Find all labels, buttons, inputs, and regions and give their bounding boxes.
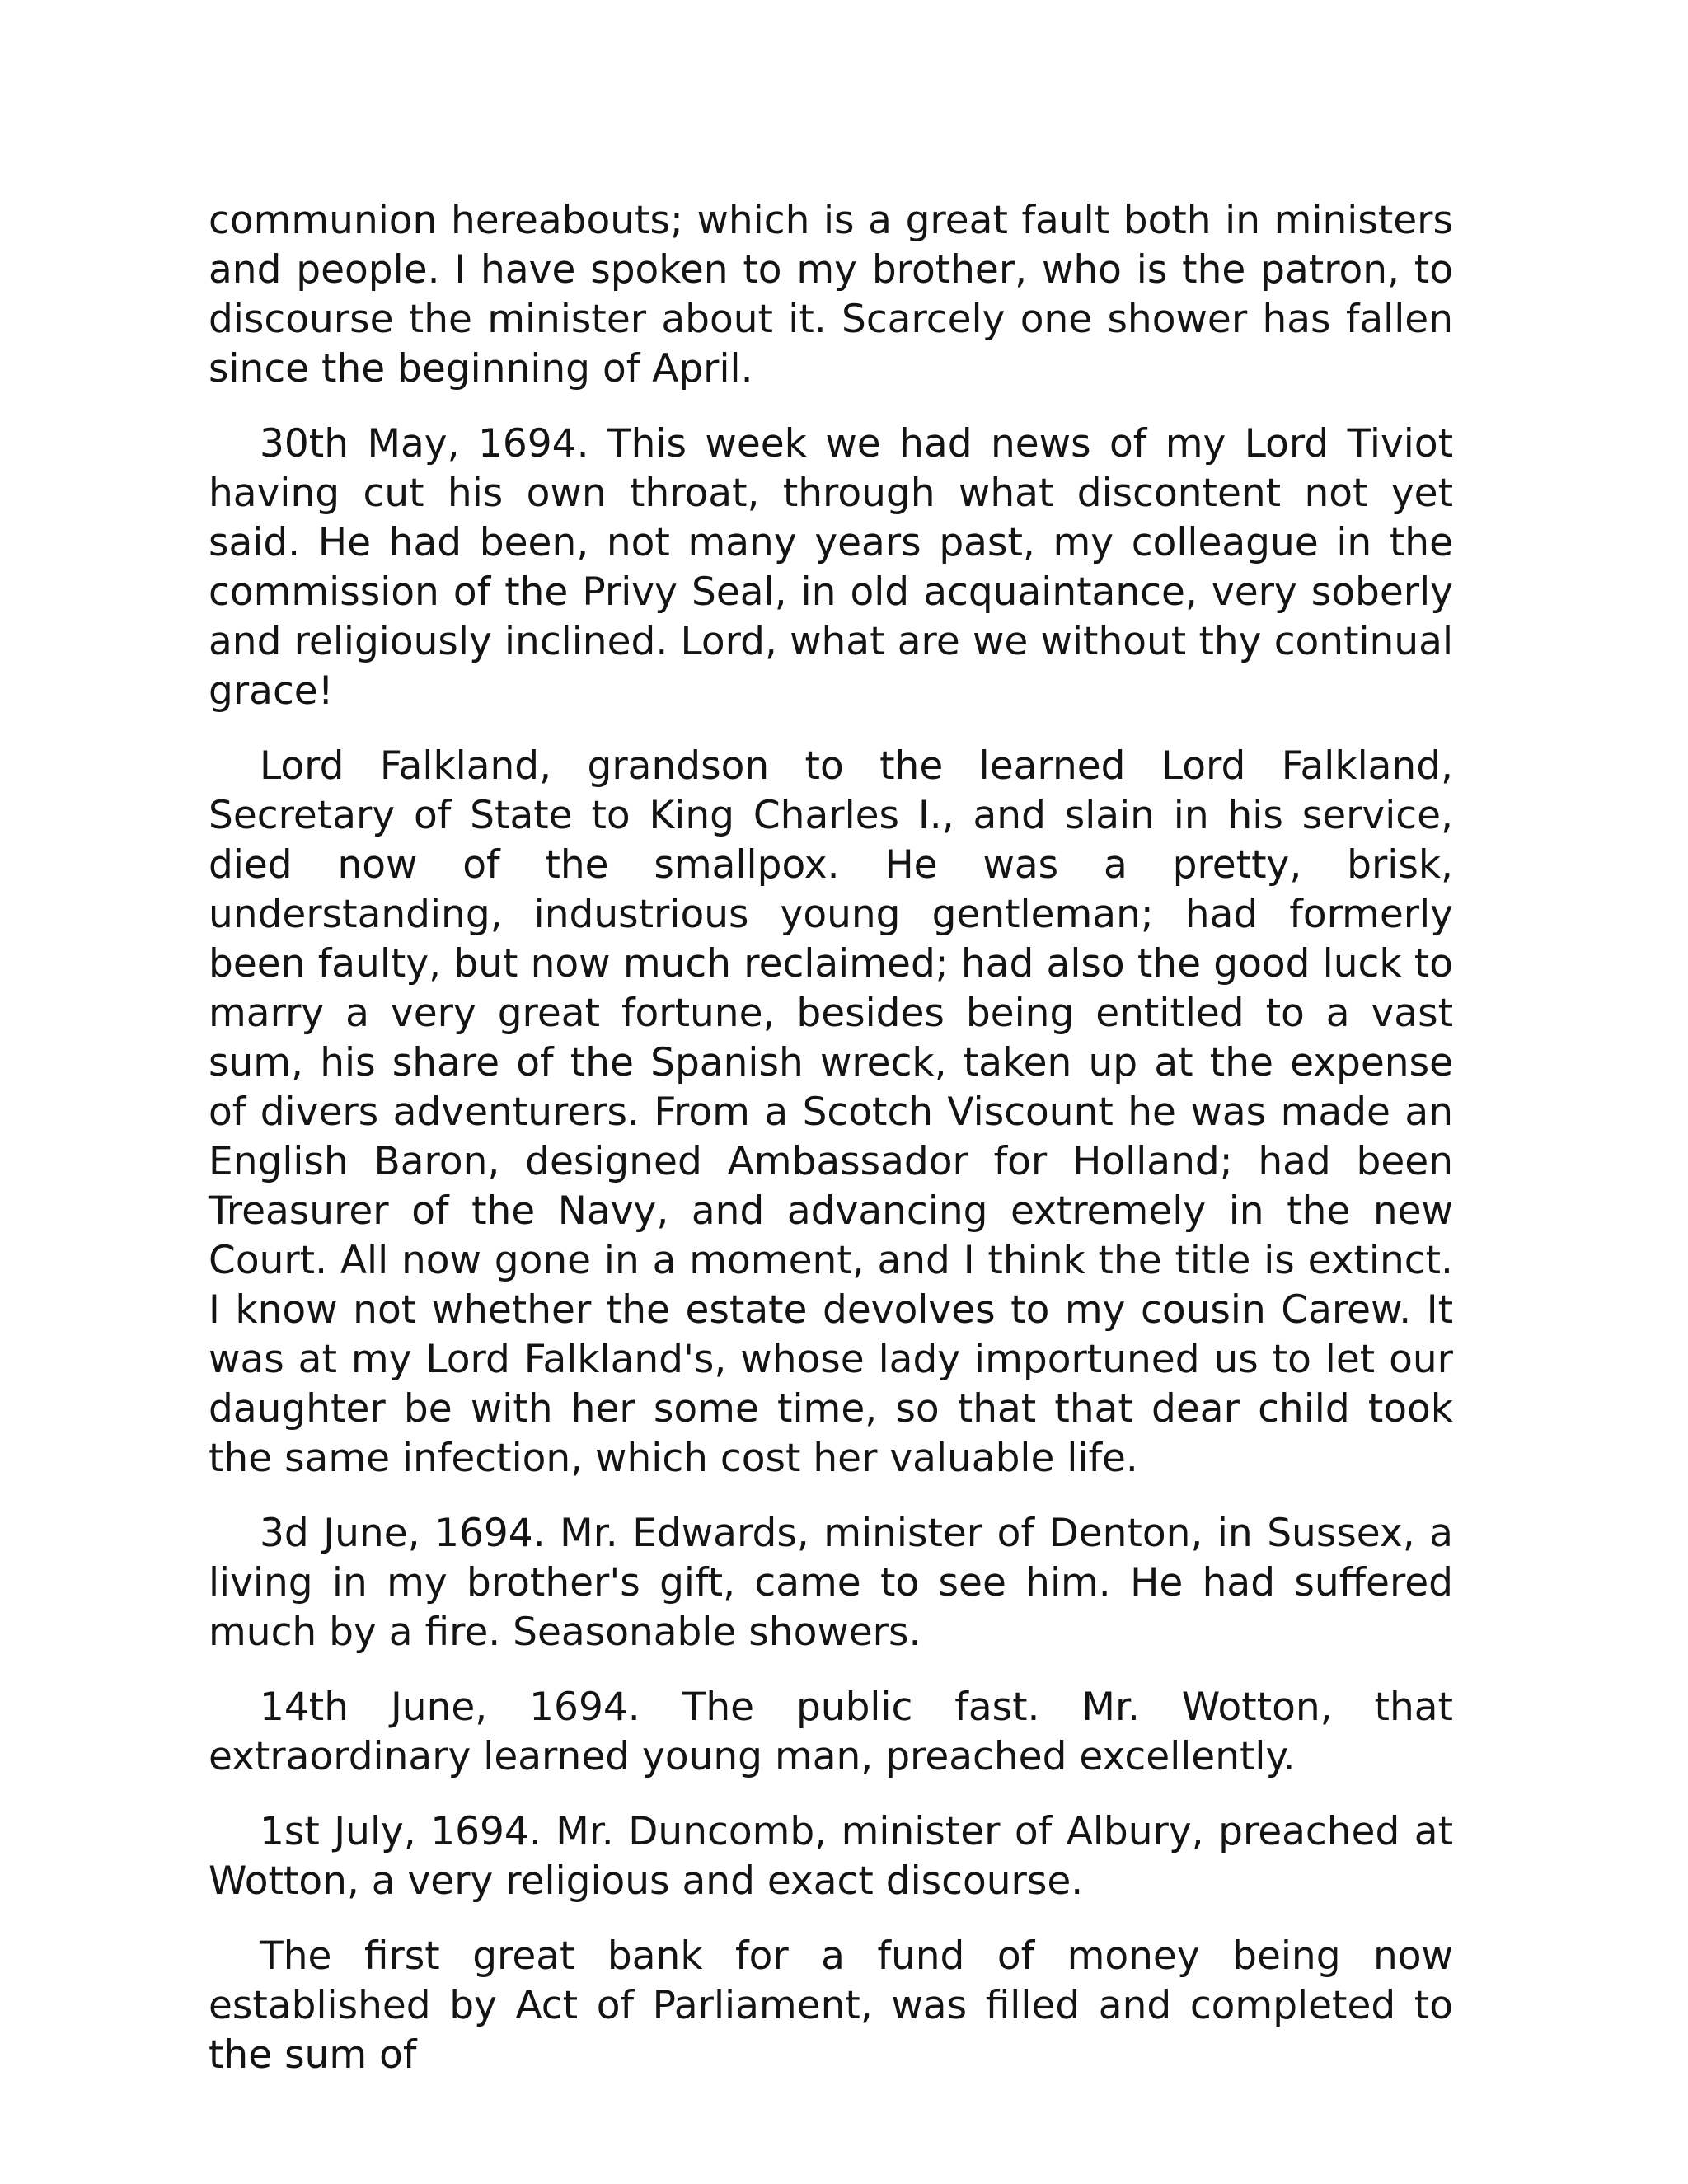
paragraph-continuation: communion hereabouts; which is a great fault both in ministers and people. I have spoken to my brother, who is the patron, to discourse the minister about it. Scarcely one shower has fallen since the beginning of April. [209,198,1453,391]
paragraph-3d-june-1694: 3d June, 1694. Mr. Edwards, minister of Denton, in Sussex, a living in my brother's gift, came to see him. He had suffered much by a fire. Seasonable showers. [209,1511,1453,1655]
paragraph-first-great-bank: The first great bank for a fund of money being now established by Act of Parliament, was filled and completed to the sum of [209,1933,1453,2078]
paragraph-1st-july-1694: 1st July, 1694. Mr. Duncomb, minister of Albury, preached at Wotton, a very religious and exact discourse. [209,1809,1453,1904]
paragraph-30th-may-1694: 30th May, 1694. This week we had news of my Lord Tiviot having cut his own throat, through what discontent not yet said. He had been, not many years past, my colleague in the commission of the Privy Seal, in old acquaintance, very soberly and religiously inclined. Lord, what are we without thy continual grace! [209,421,1453,714]
paragraph-lord-falkland: Lord Falkland, grandson to the learned Lord Falkland, Secretary of State to King Charles I., and slain in his service, died now of the smallpox. He was a pretty, brisk, understanding, industrious young gentleman; had formerly been faulty, but now much reclaimed; had also the good luck to marry a very great fortune, besides being entitled to a vast sum, his share of the Spanish wreck, taken up at the expense of divers adventurers. From a Scotch Viscount he was made an English Baron, designed Ambassador for Holland; had been Treasurer of the Navy, and advancing extremely in the new Court. All now gone in a moment, and I think the title is extinct. I know not whether the estate devolves to my cousin Carew. It was at my Lord Falkland's, whose lady importuned us to let our daughter be with her some time, so that that dear child took the same infection, which cost her valuable life. [209,743,1453,1481]
paragraph-14th-june-1694: 14th June, 1694. The public fast. Mr. Wotton, that extraordinary learned young man, preached excellently. [209,1685,1453,1779]
document-page [209,196,1453,2106]
